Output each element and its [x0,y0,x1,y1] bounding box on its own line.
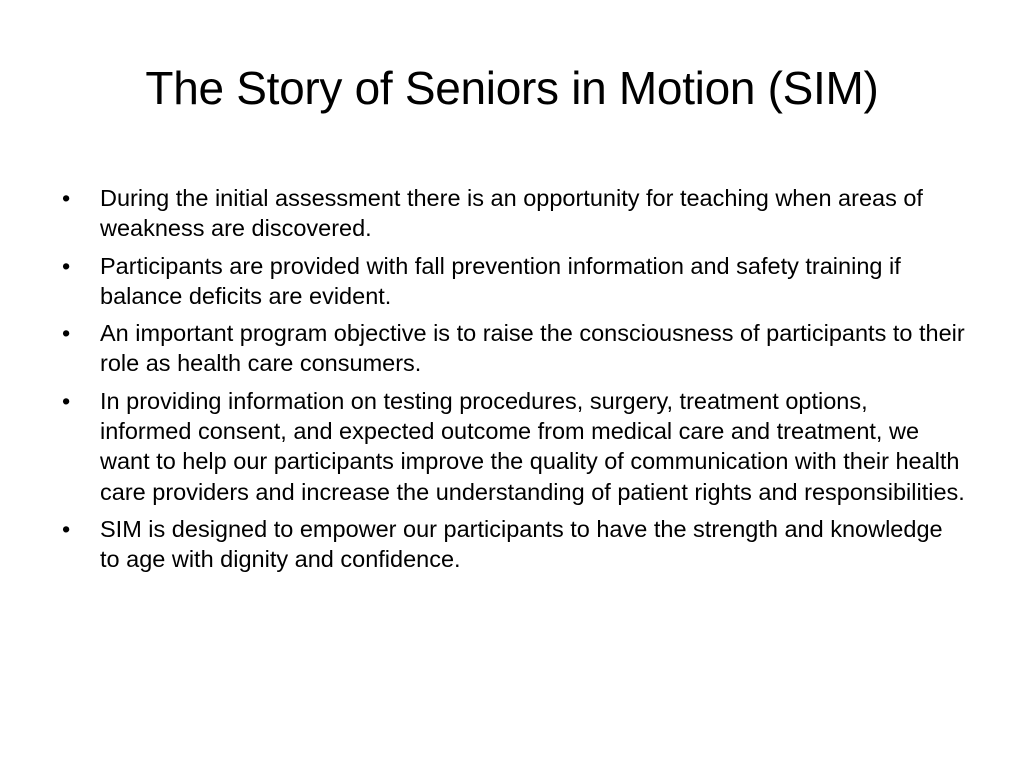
bullet-item-1 [60,183,965,244]
bullet-icon: • [62,515,71,542]
bullet-text-5: SIM is designed to empower our participants to have the strength and knowledge to age with dignity and confidence. [100,515,943,573]
bullet-item-4 [60,386,965,507]
bullet-item-3 [60,318,965,379]
bullet-text-3: An important program objective is to raise the consciousness of participants to their role as health care consumers. [100,320,965,377]
bullet-item-5 [60,514,965,575]
bullet-icon: • [62,320,71,347]
bullet-text-1: During the initial assessment there is an opportunity for teaching when areas of weakness are discovered. [100,185,923,242]
slide-title: The Story of Seniors in Motion (SIM) [145,62,879,114]
bullet-text-2: Participants are provided with fall prevention information and safety training if balance deficits are evident. [100,252,901,309]
bullet-list [60,183,965,582]
bullet-icon: • [62,252,71,279]
bullet-item-2 [60,251,965,312]
bullet-icon: • [62,387,71,414]
bullet-icon: • [62,185,71,211]
bullet-text-4: In providing information on testing procedures, surgery, treatment options, informed consent, and expected outcome from medical care and treatment, we want to help our participants improve the quality of communication with their health care providers and increase the understanding of patient rights and responsibilities. [100,387,965,505]
